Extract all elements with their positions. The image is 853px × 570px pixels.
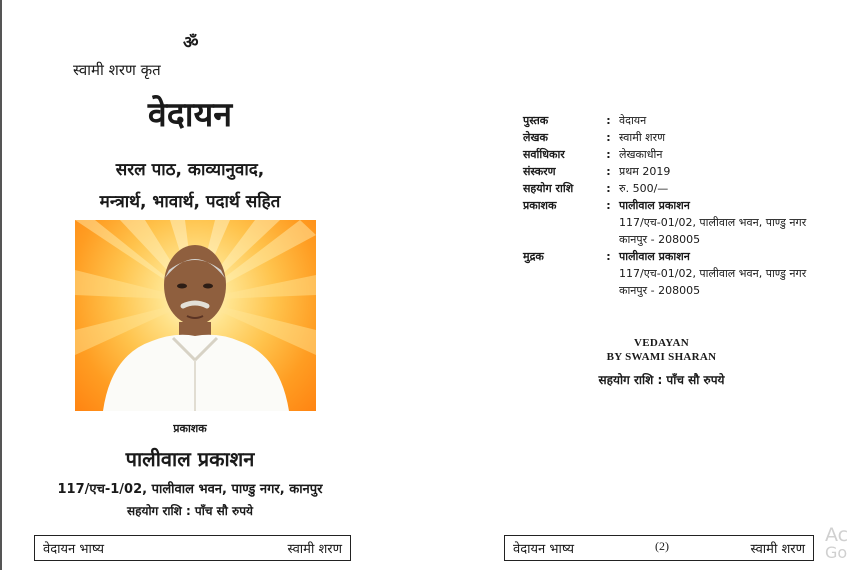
publisher-address-detail-line-2: कानपुर - 208005	[619, 233, 701, 246]
printer-address-detail-line-1: 117/एच-01/02, पालीवाल भवन, पाण्डु नगर	[619, 267, 807, 280]
book-title: वेदायन	[147, 95, 233, 135]
printer-name-detail: पालीवाल प्रकाशन	[619, 250, 690, 263]
book-subtitle-line-1: सरल पाठ, काव्यानुवाद,	[115, 160, 265, 180]
detail-value	[619, 248, 824, 299]
detail-separator: :	[606, 114, 611, 127]
detail-label: प्रकाशक	[523, 199, 557, 212]
watermark-line-1: Ac	[825, 524, 849, 546]
right-contribution-price: सहयोग राशि : पाँच सौ रुपये	[598, 373, 725, 387]
left-footer-author: स्वामी शरण	[287, 542, 342, 557]
detail-label: मुद्रक	[523, 250, 544, 263]
detail-separator: :	[606, 165, 611, 178]
book-subtitle-line-2: मन्त्रार्थ, भावार्थ, पदार्थ सहित	[99, 192, 281, 212]
detail-separator: :	[606, 148, 611, 161]
publisher-address-detail-line-1: 117/एच-01/02, पालीवाल भवन, पाण्डु नगर	[619, 216, 807, 229]
publisher-label: प्रकाशक	[173, 422, 207, 435]
contribution-price: सहयोग राशि : पाँच सौ रुपये	[127, 504, 253, 518]
detail-value: वेदायन	[619, 114, 647, 127]
english-author-line: BY SWAMI SHARAN	[606, 351, 717, 363]
left-page-footer	[34, 535, 351, 561]
detail-separator: :	[606, 182, 611, 195]
om-symbol: ॐ	[183, 33, 199, 53]
detail-value: लेखकाधीन	[619, 148, 663, 161]
right-page-footer	[504, 535, 814, 561]
detail-label: पुस्तक	[523, 114, 549, 127]
detail-row-book	[523, 112, 823, 129]
detail-label: सहयोग राशि	[523, 182, 574, 195]
publisher-address: 117/एच-1/02, पालीवाल भवन, पाण्डु नगर, कानपुर	[57, 482, 323, 497]
english-book-title: VEDAYAN	[633, 337, 690, 349]
detail-value: स्वामी शरण	[619, 131, 666, 144]
detail-row-author	[523, 129, 823, 146]
detail-separator: :	[606, 131, 611, 144]
detail-value: रु. 500/—	[619, 182, 669, 195]
left-footer-title: वेदायन भाष्य	[43, 542, 105, 557]
watermark-line-2: Go	[825, 543, 848, 562]
author-credit: स्वामी शरण कृत	[73, 61, 161, 79]
book-details	[523, 112, 823, 299]
publisher-name-detail: पालीवाल प्रकाशन	[619, 199, 690, 212]
right-footer-author: स्वामी शरण	[750, 542, 805, 557]
detail-row-printer	[523, 248, 823, 299]
author-photo	[75, 220, 316, 411]
detail-row-copyright	[523, 146, 823, 163]
copyright-page	[470, 0, 853, 570]
printer-address-detail-line-2: कानपुर - 208005	[619, 284, 701, 297]
page-edge	[0, 0, 2, 570]
title-page	[0, 0, 380, 570]
detail-row-edition	[523, 163, 823, 180]
detail-separator: :	[606, 199, 611, 212]
right-footer-title: वेदायन भाष्य	[513, 542, 575, 557]
detail-value	[619, 197, 824, 248]
page-number: (2)	[655, 539, 669, 553]
detail-value: प्रथम 2019	[619, 165, 671, 178]
detail-row-price	[523, 180, 823, 197]
publisher-name: पालीवाल प्रकाशन	[125, 447, 255, 471]
detail-label: लेखक	[523, 131, 548, 144]
detail-separator: :	[606, 250, 611, 263]
detail-label: सर्वाधिकार	[523, 148, 565, 161]
detail-label: संस्करण	[523, 165, 556, 178]
activation-watermark	[825, 526, 848, 562]
detail-row-publisher	[523, 197, 823, 248]
